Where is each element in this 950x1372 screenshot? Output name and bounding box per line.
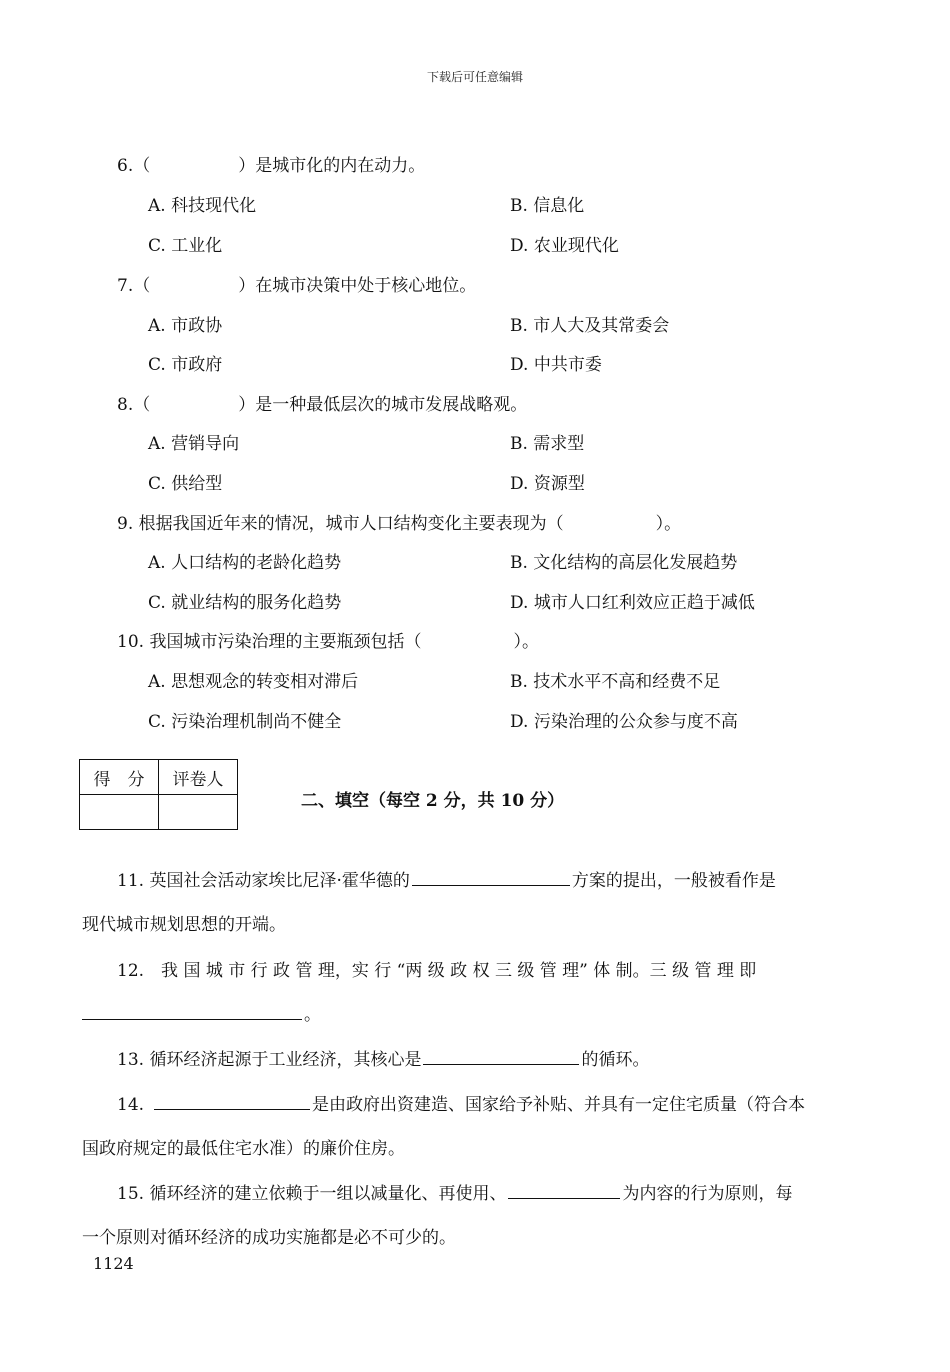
question-7: 7.（ ）在城市决策中处于核心地位。 xyxy=(117,276,477,296)
option-10a: A. 思想观念的转变相对滞后 xyxy=(148,672,359,692)
option-8b: B. 需求型 xyxy=(510,434,585,454)
fill-question-11-cont: 现代城市规划思想的开端。 xyxy=(82,915,286,935)
option-10d: D. 污染治理的公众参与度不高 xyxy=(510,712,738,732)
answer-blank xyxy=(154,1095,310,1110)
option-10c: C. 污染治理机制尚不健全 xyxy=(148,712,342,732)
answer-blank xyxy=(423,1050,579,1065)
option-8a: A. 营销导向 xyxy=(148,434,240,454)
fill-question-13: 13. 循环经济起源于工业经济，其核心是 的循环。 xyxy=(117,1050,650,1070)
fill-question-14-cont: 国政府规定的最低住宅水准）的廉价住房。 xyxy=(82,1139,405,1159)
fill-question-15-cont: 一个原则对循环经济的成功实施都是必不可少的。 xyxy=(82,1228,456,1248)
fill-question-11: 11. 英国社会活动家埃比尼泽·霍华德的 方案的提出，一般被看作是 xyxy=(117,871,776,891)
option-9b: B. 文化结构的高层化发展趋势 xyxy=(510,553,738,573)
question-10: 10. 我国城市污染治理的主要瓶颈包括（ ）。 xyxy=(117,632,539,652)
answer-blank xyxy=(82,1005,302,1020)
option-6c: C. 工业化 xyxy=(148,236,223,256)
grader-cell xyxy=(159,795,238,830)
question-6: 6.（ ）是城市化的内在动力。 xyxy=(117,156,426,176)
page-number: 1124 xyxy=(93,1254,134,1273)
option-9a: A. 人口结构的老龄化趋势 xyxy=(148,553,342,573)
fill-question-12-cont: 。 xyxy=(80,1000,321,1025)
score-cell xyxy=(80,795,159,830)
option-9d: D. 城市人口红利效应正趋于减低 xyxy=(510,593,755,613)
option-6d: D. 农业现代化 xyxy=(510,236,619,256)
question-8: 8.（ ）是一种最低层次的城市发展战略观。 xyxy=(117,395,528,415)
score-header: 得 分 xyxy=(80,760,159,795)
fill-question-14: 14. 是由政府出资建造、国家给予补贴、并具有一定住宅质量（符合本 xyxy=(117,1095,806,1115)
option-8d: D. 资源型 xyxy=(510,474,585,494)
option-6b: B. 信息化 xyxy=(510,196,585,216)
question-9: 9. 根据我国近年来的情况，城市人口结构变化主要表现为（ ）。 xyxy=(117,514,682,534)
answer-blank xyxy=(508,1184,620,1199)
fill-question-15: 15. 循环经济的建立依赖于一组以减量化、再使用、 为内容的行为原则，每 xyxy=(117,1184,793,1204)
fill-question-12: 12. 我 国 城 市 行 政 管 理，实 行 “两 级 政 权 三 级 管 理” 体 制。三 级 管 理 即 xyxy=(117,961,757,981)
option-8c: C. 供给型 xyxy=(148,474,223,494)
option-10b: B. 技术水平不高和经费不足 xyxy=(510,672,721,692)
option-7b: B. 市人大及其常委会 xyxy=(510,316,670,336)
option-6a: A. 科技现代化 xyxy=(148,196,257,216)
option-9c: C. 就业结构的服务化趋势 xyxy=(148,593,342,613)
option-7d: D. 中共市委 xyxy=(510,355,602,375)
page-header: 下载后可任意编辑 xyxy=(426,70,523,84)
option-7a: A. 市政协 xyxy=(148,316,223,336)
grader-header: 评卷人 xyxy=(159,760,238,795)
option-7c: C. 市政府 xyxy=(148,355,223,375)
answer-blank xyxy=(412,871,570,886)
score-table xyxy=(79,759,238,830)
section-title: 二、填空（每空 2 分，共 10 分） xyxy=(301,791,565,811)
